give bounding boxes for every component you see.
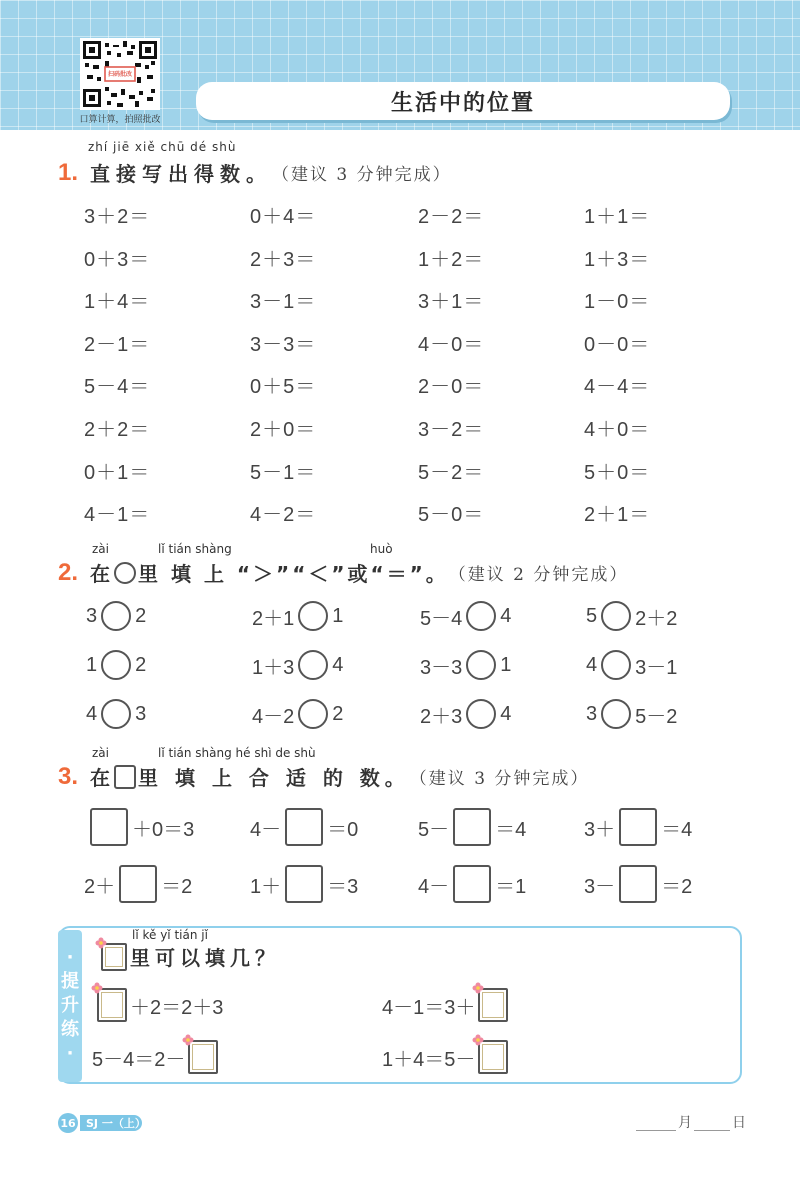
arithmetic-problem: 1＋3＝ [584, 248, 651, 271]
prefix-text: 1＋ [250, 875, 282, 898]
right-operand: 5－2 [635, 705, 678, 728]
fill-in-problem [86, 808, 194, 846]
comparison-circle[interactable] [298, 601, 328, 631]
flower-icon [182, 1034, 194, 1046]
fill-in-problem [84, 865, 192, 903]
comparison-problem [252, 650, 343, 680]
fill-in-problem [584, 808, 692, 846]
qr-caption: 口算计算，拍照批改 [79, 115, 161, 125]
section-3-heading [58, 762, 589, 791]
arithmetic-problem: 1＋4＝ [84, 291, 151, 314]
arithmetic-problem: 2＋3＝ [250, 248, 317, 271]
fill-in-problem [250, 808, 358, 846]
arithmetic-problem: 0＋1＝ [84, 461, 151, 484]
section-2-number: 2. [58, 558, 79, 586]
arithmetic-problem: 2－0＝ [418, 376, 485, 399]
suffix-text: ＝4 [661, 818, 693, 841]
section-3-number: 3. [58, 762, 79, 790]
left-operand: 2＋3 [420, 705, 463, 728]
left-operand: 3－3 [420, 656, 463, 679]
prefix-text: 3－ [584, 875, 616, 898]
arithmetic-problem: 4＋0＝ [584, 419, 651, 441]
arithmetic-problem: 0＋3＝ [84, 248, 151, 271]
arithmetic-problem: 3＋1＝ [418, 291, 485, 314]
left-operand: 4 [86, 702, 98, 725]
arithmetic-problem: 1＋2＝ [418, 248, 485, 271]
suffix-text: ＝0 [327, 818, 359, 841]
month-blank[interactable] [636, 1130, 676, 1131]
bonus-tab-char: 提 [61, 971, 79, 992]
comparison-circle[interactable] [101, 650, 131, 680]
arithmetic-problem: 2＋2＝ [84, 419, 151, 441]
arithmetic-problem: 3－1＝ [250, 291, 317, 314]
comparison-problem [252, 601, 343, 631]
left-operand: 4 [586, 653, 598, 676]
arithmetic-problem: 4－0＝ [418, 333, 485, 356]
page-number: 16 [58, 1113, 78, 1133]
comparison-problem [586, 699, 677, 729]
arithmetic-problem: 5－1＝ [250, 461, 317, 484]
section-2-heading [58, 558, 628, 587]
arithmetic-problem: 2－1＝ [84, 333, 151, 356]
section-2-pinyin-mid: lǐ tián shàng [158, 542, 232, 556]
arithmetic-problem: 0＋4＝ [250, 206, 317, 228]
day-label: 日 [732, 1115, 746, 1131]
arithmetic-problem: 5－0＝ [418, 504, 485, 527]
comparison-circle[interactable] [298, 650, 328, 680]
left-operand: 5 [586, 604, 598, 627]
bonus-problem-4 [382, 1040, 511, 1074]
arithmetic-problem: 3－2＝ [418, 419, 485, 441]
flower-icon [472, 1034, 484, 1046]
answer-box[interactable] [188, 1040, 218, 1074]
prefix-text: 4－ [418, 875, 450, 898]
left-operand: 3 [586, 702, 598, 725]
left-operand: 1 [86, 653, 98, 676]
arithmetic-problem: 1－0＝ [584, 291, 651, 314]
section-3-text-a: 在 [90, 766, 113, 790]
answer-box[interactable] [619, 808, 657, 846]
bonus-problem-1 [94, 988, 223, 1022]
comparison-problem [252, 699, 343, 729]
comparison-circle[interactable] [601, 650, 631, 680]
suffix-text: ＝2 [161, 875, 193, 898]
fill-in-problem [250, 865, 358, 903]
right-operand: 2 [135, 604, 147, 627]
bonus-problem-3 [92, 1040, 221, 1074]
right-operand: 2 [135, 653, 147, 676]
bonus-problem-1-text: ＋2＝2＋3 [130, 996, 224, 1019]
bonus-question-text: 里可以填几？ [130, 948, 280, 970]
arithmetic-problem: 4－1＝ [84, 504, 151, 527]
suffix-text: ＝1 [495, 875, 527, 898]
arithmetic-problem: 2－2＝ [418, 206, 485, 228]
arithmetic-problem: 2＋1＝ [584, 504, 651, 527]
comparison-circle[interactable] [601, 601, 631, 631]
answer-box[interactable] [619, 865, 657, 903]
bonus-problem-2-text: 4－1＝3＋ [382, 996, 476, 1019]
bonus-pinyin: lǐ kě yǐ tián jǐ [132, 928, 208, 942]
arithmetic-problem: 2＋0＝ [250, 419, 317, 441]
bonus-problem-2 [382, 988, 511, 1022]
section-1-hint: （建议 3 分钟完成） [272, 165, 452, 185]
arithmetic-problem: 5＋0＝ [584, 461, 651, 484]
comparison-circle[interactable] [101, 601, 131, 631]
prefix-text: 2＋ [84, 875, 116, 898]
arithmetic-problem: 1＋1＝ [584, 206, 651, 228]
qr-stamp-label: 扫码批改 [107, 71, 132, 78]
section-1-pinyin: zhí jiē xiě chū dé shù [88, 140, 237, 154]
answer-box[interactable] [285, 808, 323, 846]
arithmetic-problem: 3－3＝ [250, 333, 317, 356]
prefix-text: 3＋ [584, 818, 616, 841]
section-2-text-b: 里 填 上 “＞”“＜”或“＝”。 [138, 562, 449, 586]
comparison-problem [420, 699, 511, 729]
comparison-circle[interactable] [601, 699, 631, 729]
right-operand: 4 [500, 702, 512, 725]
left-operand: 1＋3 [252, 656, 295, 679]
comparison-problem [86, 601, 146, 631]
bonus-question [98, 942, 280, 971]
bonus-tab-char: 升 [61, 995, 79, 1016]
right-operand: 4 [332, 653, 344, 676]
right-operand: 2＋2 [635, 607, 678, 630]
page-title: 生活中的位置 [390, 90, 535, 116]
flower-icon [472, 982, 484, 994]
arithmetic-problem: 3＋2＝ [84, 206, 151, 228]
comparison-circle[interactable] [298, 699, 328, 729]
answer-box[interactable] [453, 808, 491, 846]
answer-box[interactable] [453, 865, 491, 903]
section-3-hint: （建议 3 分钟完成） [409, 769, 590, 789]
right-operand: 2 [332, 702, 344, 725]
answer-box[interactable] [119, 865, 157, 903]
comparison-problem [420, 650, 511, 680]
circle-icon [114, 562, 136, 584]
comparison-circle[interactable] [466, 601, 496, 631]
section-3-pinyin-zai: zài [92, 746, 109, 760]
section-1-number: 1. [58, 158, 79, 186]
bonus-tab-char: 练 [61, 1019, 79, 1040]
fill-in-problem [418, 808, 526, 846]
comparison-problem [86, 699, 146, 729]
answer-box[interactable] [285, 865, 323, 903]
month-label: 月 [678, 1115, 692, 1131]
comparison-circle[interactable] [466, 699, 496, 729]
arithmetic-problem: 0－0＝ [584, 333, 651, 356]
section-1-text: 直接写出得数。 [90, 162, 273, 186]
section-2-text-a: 在 [90, 562, 113, 586]
comparison-problem [586, 650, 677, 680]
bonus-tab-char: · [66, 1043, 74, 1064]
qr-code[interactable] [80, 38, 160, 110]
fill-in-problem [584, 865, 692, 903]
section-1-heading [58, 158, 452, 187]
section-2-pinyin-zai: zài [92, 542, 109, 556]
flower-icon [95, 937, 107, 949]
comparison-problem [86, 650, 146, 680]
right-operand: 4 [500, 604, 512, 627]
comparison-circle[interactable] [101, 699, 131, 729]
left-operand: 5－4 [420, 607, 463, 630]
arithmetic-problem: 4－4＝ [584, 376, 651, 399]
suffix-text: ＝4 [495, 818, 527, 841]
day-blank[interactable] [694, 1130, 730, 1131]
prefix-text: 4－ [250, 818, 282, 841]
prefix-text: 5－ [418, 818, 450, 841]
suffix-text: ＝3 [327, 875, 359, 898]
box-icon [114, 765, 136, 789]
bonus-tab-char: · [66, 947, 74, 968]
arithmetic-problem: 5－2＝ [418, 461, 485, 484]
bonus-problem-4-text: 1＋4＝5－ [382, 1048, 476, 1071]
page-title-banner [196, 82, 730, 120]
answer-box[interactable] [478, 1040, 508, 1074]
fill-in-problem [418, 865, 526, 903]
answer-box[interactable] [478, 988, 508, 1022]
comparison-problem [586, 601, 677, 631]
answer-box[interactable] [101, 943, 127, 971]
comparison-circle[interactable] [466, 650, 496, 680]
left-operand: 3 [86, 604, 98, 627]
right-operand: 3 [135, 702, 147, 725]
arithmetic-problem: 5－4＝ [84, 376, 151, 399]
section-3-pinyin-mid: lǐ tián shàng hé shì de shù [158, 746, 316, 760]
section-2-pinyin-huo: huò [370, 542, 393, 556]
left-operand: 2＋1 [252, 607, 295, 630]
suffix-text: ＋0＝3 [132, 818, 195, 841]
right-operand: 3－1 [635, 656, 678, 679]
right-operand: 1 [332, 604, 344, 627]
section-3-text-b: 里 填 上 合 适 的 数。 [138, 766, 410, 790]
answer-box[interactable] [97, 988, 127, 1022]
answer-box[interactable] [90, 808, 128, 846]
section-2-hint: （建议 2 分钟完成） [448, 565, 629, 585]
arithmetic-problem: 4－2＝ [250, 504, 317, 527]
comparison-problem [420, 601, 511, 631]
bonus-problem-3-text: 5－4＝2－ [92, 1048, 186, 1071]
arithmetic-problem: 0＋5＝ [250, 376, 317, 399]
flower-icon [91, 982, 103, 994]
suffix-text: ＝2 [661, 875, 693, 898]
left-operand: 4－2 [252, 705, 295, 728]
grade-label: SJ 一（上） [80, 1115, 142, 1131]
bonus-tab [58, 930, 82, 1082]
right-operand: 1 [500, 653, 512, 676]
